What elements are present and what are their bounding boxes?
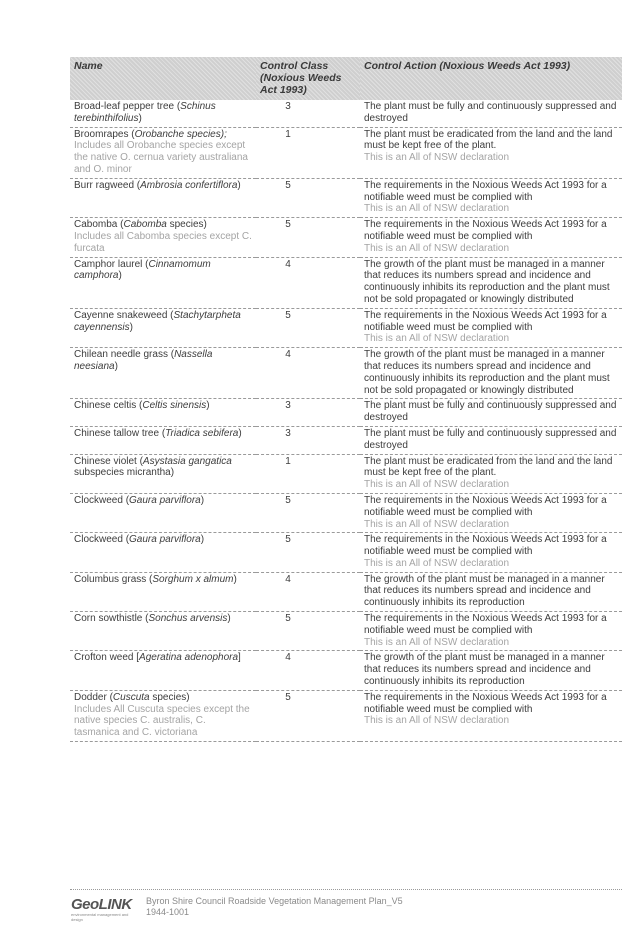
- weed-scientific-name: Nassella neesiana: [74, 349, 213, 372]
- control-action-text: The requirements in the Noxious Weeds Act 1993 for a notifiable weed must be complied with: [364, 179, 607, 203]
- weed-scientific-name: Cuscuta: [112, 691, 150, 703]
- table-row: [70, 426, 622, 454]
- weed-scientific-name: Gaura parviflora: [129, 494, 201, 506]
- control-class-cell: 5: [256, 218, 360, 257]
- control-class-cell: 3: [256, 100, 360, 127]
- table-row: [70, 348, 622, 399]
- weed-name-note: Includes All Cuscuta species except the native species C. australis, C. tasmanica and C. victoriana: [74, 703, 250, 739]
- weed-name-tail: ): [129, 321, 133, 333]
- weed-name-cell: [70, 426, 256, 454]
- control-class-cell: 4: [256, 651, 360, 690]
- control-class-cell: 5: [256, 690, 360, 741]
- declaration-note: This is an All of NSW declaration: [364, 715, 510, 727]
- control-class-cell: 3: [256, 426, 360, 454]
- control-action-text: The requirements in the Noxious Weeds Act 1993 for a notifiable weed must be complied with: [364, 494, 607, 518]
- control-action-cell: [360, 178, 622, 217]
- weed-name-tail: subspecies micrantha): [74, 467, 175, 479]
- weed-scientific-name: Ambrosia confertiflora: [140, 179, 238, 191]
- table-row: [70, 651, 622, 690]
- table-row: [70, 127, 622, 178]
- control-action-cell: [360, 257, 622, 308]
- control-action-cell: [360, 651, 622, 690]
- table-row: [70, 100, 622, 127]
- weed-name-cell: [70, 399, 256, 427]
- control-action-cell: [360, 533, 622, 572]
- weed-common-name: Chinese violet (: [74, 455, 143, 467]
- declaration-note: This is an All of NSW declaration: [364, 518, 510, 530]
- control-action-cell: [360, 493, 622, 532]
- control-class-cell: 5: [256, 612, 360, 651]
- header-control-action: Control Action (Noxious Weeds Act 1993): [360, 57, 622, 100]
- weed-name-tail: ): [206, 400, 210, 412]
- weed-scientific-name: Sorghum x almum: [152, 573, 234, 585]
- weed-scientific-name: Sonchus arvensis: [148, 613, 228, 625]
- weed-name-tail: species): [149, 691, 190, 703]
- weed-scientific-name: Celtis sinensis: [142, 400, 207, 412]
- declaration-note: This is an All of NSW declaration: [364, 557, 510, 569]
- table-row: [70, 690, 622, 741]
- control-class-cell: 1: [256, 454, 360, 493]
- control-class-cell: 4: [256, 348, 360, 399]
- weed-scientific-name: Cinnamomum camphora: [74, 258, 211, 282]
- table-row: [70, 178, 622, 217]
- weed-name-tail: ): [200, 494, 205, 506]
- weed-common-name: Clockweed (: [74, 534, 130, 546]
- control-action-text: The growth of the plant must be managed in a manner that reduces its numbers spread and incidence and continuously inhibits its reproduction: [364, 573, 605, 609]
- weed-name-tail: species): [166, 219, 207, 231]
- control-action-text: The requirements in the Noxious Weeds Act 1993 for a notifiable weed must be complied with: [364, 691, 607, 715]
- weed-name-tail: ): [237, 179, 241, 191]
- table-header-row: [70, 57, 622, 100]
- weed-common-name: Cabomba (: [74, 219, 124, 231]
- header-name: Name: [70, 57, 256, 100]
- weeds-table-page: [70, 57, 622, 742]
- control-action-text: The requirements in the Noxious Weeds Act 1993 for a notifiable weed must be complied with: [364, 309, 607, 333]
- weed-scientific-name: Schinus terebinthifolius: [74, 101, 216, 124]
- weed-name-cell: [70, 533, 256, 572]
- weed-common-name: Camphor laurel (: [74, 258, 149, 270]
- weed-name-cell: [70, 454, 256, 493]
- weed-scientific-name: Asystasia gangatica: [142, 455, 232, 467]
- control-action-cell: [360, 308, 622, 347]
- control-action-text: The requirements in the Noxious Weeds Act 1993 for a notifiable weed must be complied with: [364, 613, 607, 636]
- declaration-note: This is an All of NSW declaration: [364, 479, 510, 491]
- weed-name-tail: ): [138, 112, 142, 124]
- weed-scientific-name: Orobanche species);: [134, 128, 227, 140]
- weed-name-cell: [70, 493, 256, 532]
- weed-name-cell: [70, 651, 256, 690]
- control-class-cell: 4: [256, 572, 360, 611]
- control-action-cell: [360, 399, 622, 427]
- weed-name-cell: [70, 127, 256, 178]
- control-action-text: The requirements in the Noxious Weeds Act 1993 for a notifiable weed must be complied with: [364, 534, 607, 558]
- noxious-weeds-table: [70, 57, 622, 742]
- control-class-cell: 3: [256, 399, 360, 427]
- control-action-text: The plant must be fully and continuously suppressed and destroyed: [364, 427, 617, 451]
- weed-scientific-name: Cabomba: [123, 219, 167, 231]
- weed-name-cell: [70, 612, 256, 651]
- control-class-cell: 5: [256, 533, 360, 572]
- control-action-cell: [360, 127, 622, 178]
- weed-common-name: Chinese celtis (: [74, 400, 143, 412]
- control-class-cell: 4: [256, 257, 360, 308]
- weed-scientific-name: Stachytarpheta cayennensis: [74, 309, 241, 333]
- table-row: [70, 572, 622, 611]
- geolink-logo: [71, 896, 135, 924]
- document-title: Byron Shire Council Roadside Vegetation Management Plan_V5: [146, 896, 403, 906]
- weed-name-cell: [70, 348, 256, 399]
- weed-name-tail: ]: [238, 652, 241, 664]
- table-row: [70, 533, 622, 572]
- weed-name-cell: [70, 572, 256, 611]
- control-action-text: The growth of the plant must be managed in a manner that reduces its numbers spread and incidence and continuously inhibits its reproduction: [364, 652, 605, 688]
- table-row: [70, 399, 622, 427]
- weed-name-cell: [70, 690, 256, 741]
- weed-common-name: Crofton weed [: [74, 652, 140, 664]
- weed-common-name: Columbus grass (: [74, 573, 153, 585]
- weed-common-name: Dodder (: [74, 691, 113, 703]
- control-action-text: The plant must be fully and continuously suppressed and destroyed: [364, 400, 617, 424]
- control-action-text: The plant must be fully and continuously suppressed and destroyed: [364, 101, 617, 124]
- table-row: [70, 454, 622, 493]
- weed-name-cell: [70, 218, 256, 257]
- document-number: 1944-1001: [146, 907, 190, 917]
- weed-name-cell: [70, 178, 256, 217]
- control-action-cell: [360, 426, 622, 454]
- control-action-text: The growth of the plant must be managed in a manner that reduces its numbers spread and incidence and continuously inhibits its reproduction and the plant must not be sold propagated or knowingly distributed: [364, 258, 610, 305]
- table-row: [70, 308, 622, 347]
- weed-name-tail: ): [114, 360, 118, 372]
- footer-text: [146, 896, 403, 918]
- weed-name-note: Includes all Cabomba species except C. furcata: [74, 230, 252, 254]
- declaration-note: This is an All of NSW declaration: [364, 203, 510, 215]
- control-class-cell: 5: [256, 308, 360, 347]
- header-control-class: Control Class (Noxious Weeds Act 1993): [256, 57, 360, 100]
- weed-name-tail: ): [118, 270, 122, 282]
- control-action-cell: [360, 100, 622, 127]
- weed-common-name: Broomrapes (: [74, 128, 135, 140]
- control-action-text: The plant must be eradicated from the land and the land must be kept free of the plant.: [364, 455, 613, 479]
- control-action-cell: [360, 218, 622, 257]
- control-action-text: The plant must be eradicated from the land and the land must be kept free of the plant.: [364, 128, 613, 152]
- table-row: [70, 218, 622, 257]
- table-row: [70, 257, 622, 308]
- page-footer: [70, 889, 622, 922]
- table-row: [70, 612, 622, 651]
- declaration-note: This is an All of NSW declaration: [364, 152, 510, 164]
- control-class-cell: 5: [256, 178, 360, 217]
- weed-scientific-name: Triadica sebifera: [165, 427, 239, 439]
- control-action-cell: [360, 612, 622, 651]
- weed-scientific-name: Ageratina adenophora: [139, 652, 239, 664]
- table-row: [70, 493, 622, 532]
- control-action-cell: [360, 690, 622, 741]
- control-action-cell: [360, 454, 622, 493]
- declaration-note: This is an All of NSW declaration: [364, 333, 510, 345]
- control-class-cell: 1: [256, 127, 360, 178]
- weed-name-tail: ): [238, 427, 242, 439]
- weed-name-tail: ): [227, 613, 231, 625]
- weed-common-name: Cayenne snakeweed (: [74, 309, 174, 321]
- weed-common-name: Corn sowthistle (: [74, 613, 149, 625]
- weed-common-name: Chilean needle grass (: [74, 349, 175, 361]
- declaration-note: This is an All of NSW declaration: [364, 636, 510, 648]
- weed-name-tail: ): [200, 534, 205, 546]
- control-action-cell: [360, 572, 622, 611]
- weed-name-cell: [70, 308, 256, 347]
- control-action-cell: [360, 348, 622, 399]
- control-action-text: The requirements in the Noxious Weeds Act 1993 for a notifiable weed must be complied with: [364, 219, 607, 242]
- weed-common-name: Chinese tallow tree (: [74, 427, 166, 439]
- weed-common-name: Clockweed (: [74, 494, 130, 506]
- control-class-cell: 5: [256, 493, 360, 532]
- weed-name-cell: [70, 100, 256, 127]
- weed-name-note: Includes all Orobanche species except the native O. cernua variety australiana and O. minor: [74, 140, 248, 175]
- weed-common-name: Burr ragweed (: [74, 179, 141, 191]
- weed-scientific-name: Gaura parviflora: [129, 534, 201, 546]
- weed-common-name: Broad-leaf pepper tree (: [74, 101, 181, 112]
- logo-tagline: environmental management and design: [71, 912, 129, 922]
- weed-name-tail: ): [233, 573, 237, 585]
- weed-name-cell: [70, 257, 256, 308]
- declaration-note: This is an All of NSW declaration: [364, 242, 510, 254]
- control-action-text: The growth of the plant must be managed in a manner that reduces its numbers spread and incidence and continuously inhibits its reproduction and the plant must not be sold propagated or knowingly distributed: [364, 349, 610, 396]
- logo-wordmark: GeoLINK: [71, 896, 132, 913]
